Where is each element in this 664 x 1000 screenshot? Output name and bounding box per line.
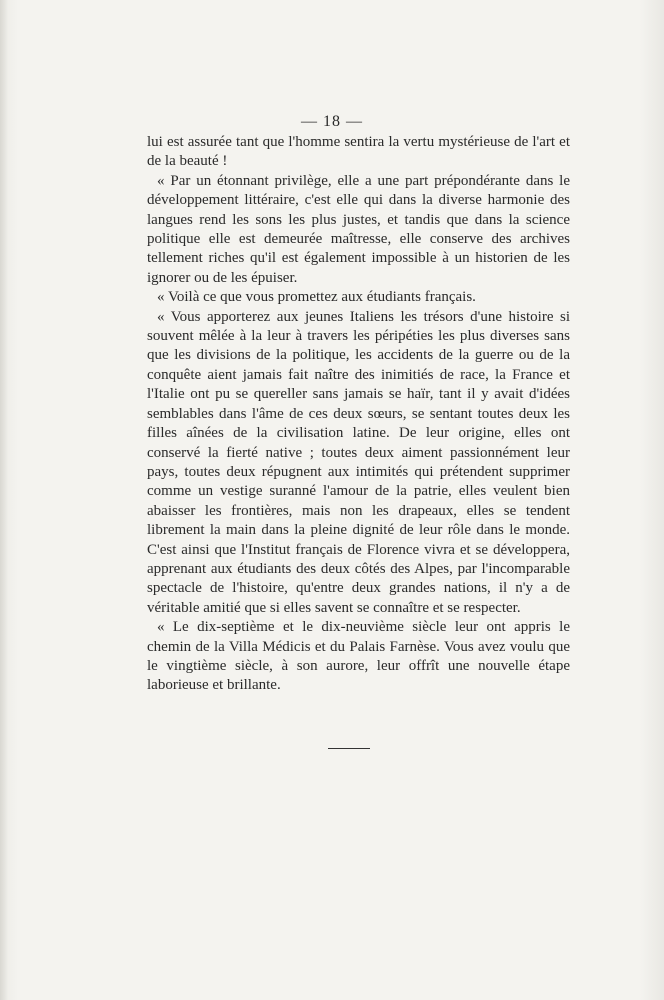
paragraph-2: « Par un étonnant privilège, elle a une part prépondérante dans le développement littéraire, c'est elle qui dans la diverse harmonie des langues rend les sons les plus justes, et tandis que dans la science politique elle est demeurée maîtresse, elle conserve des archives tellement riches qu'il est également impossible à un historien de les ignorer ou de les épuiser.: [147, 172, 570, 286]
page-number: — 18 —: [301, 113, 363, 130]
closing-rule-divider: [328, 748, 370, 749]
body-text: [147, 133, 570, 696]
paragraph-1: lui est assurée tant que l'homme sentira la vertu mystérieuse de l'art et de la beauté !: [147, 134, 570, 170]
paragraph-4: « Vous apporterez aux jeunes Italiens les trésors d'une histoire si souvent mêlée à la leur à travers les péripéties les plus diverses sans que les divisions de la politique, les accidents de la guerre ou de la conquête aient jamais fait naître des inimitiés de race, la France et l'Italie ont pu se quereller sans jamais se haïr, tant il y avait d'idées semblables dans l'âme de ces deux sœurs, se sentant toutes deux les filles aînées de la civilisation latine. De leur origine, elles ont conservé la fierté native ; toutes deux aiment passionnément leur pays, toutes deux répugnent aux intimités qui prétendent supprimer comme un vestige suranné l'amour de la patrie, elles veulent bien abaisser les frontières, mais non les drapeaux, elles se tendent librement la main dans la pleine dignité de leur rôle dans le monde. C'est ainsi que l'Institut français de Florence vivra et se développera, apprenant aux étudiants des deux côtés des Alpes, par l'incomparable spectacle de l'histoire, qu'entre deux grandes nations, il n'y a de véritable amitié que si elles savent se connaître et se respecter.: [147, 308, 570, 616]
page-binding-edge: [0, 0, 8, 1000]
paragraph-5: « Le dix-septième et le dix-neuvième siècle leur ont appris le chemin de la Villa Médicis et du Palais Farnèse. Vous avez voulu que le vingtième siècle, à son aurore, leur offrît une nouvelle étape laborieuse et brillante.: [147, 619, 570, 694]
paragraph-3: « Voilà ce que vous promettez aux étudiants français.: [157, 289, 476, 306]
